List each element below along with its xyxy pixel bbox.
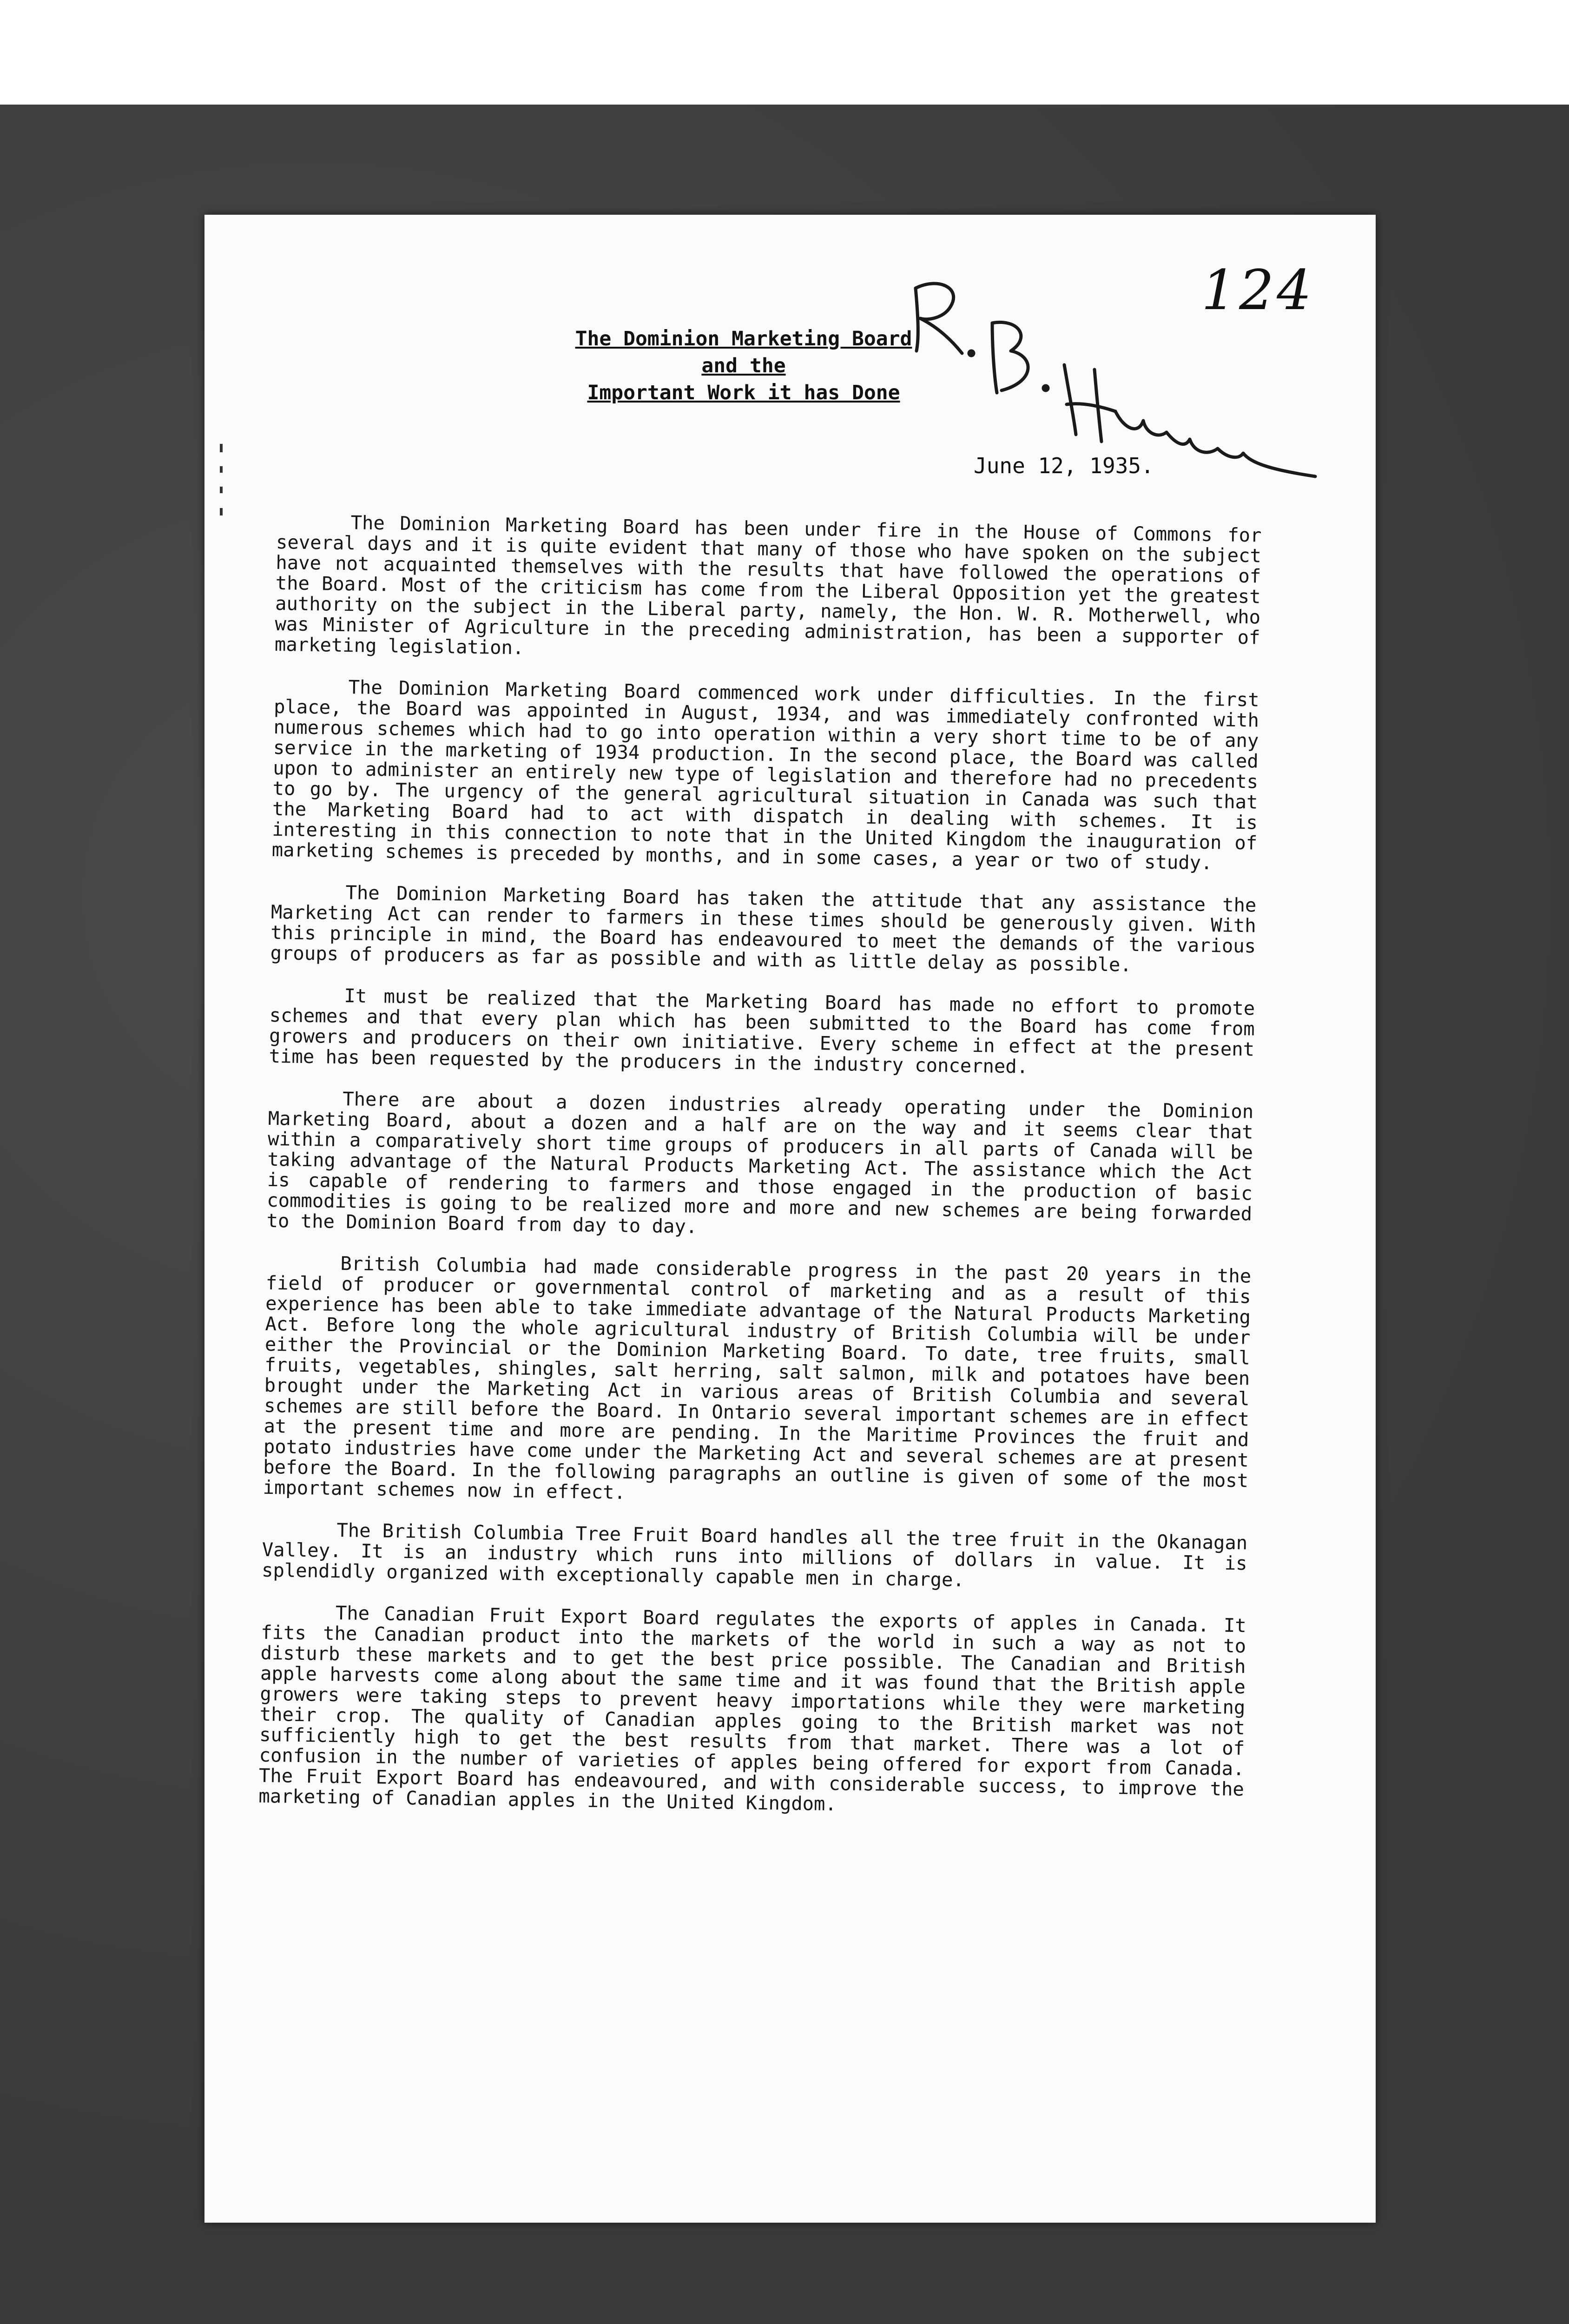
margin-punch-marks xyxy=(218,444,225,518)
paragraph: It must be realized that the Marketing Board has made no effort to promote schemes and that every plan which has been submitted to the Board has come from growers and producers on their own initiative. Every scheme in effect at the present time has been requested by the producers in the industry concerned. xyxy=(269,984,1255,1078)
paragraph: There are about a dozen industries already operating under the Dominion Marketing Board, about a dozen and a half are on the way and it seems clear that within a comparatively short time groups of producers in all parts of Canada will be taking advantage of the Natural Products Marketing Act. The assistance which the Act is capable of rendering to farmers and those engaged in the production of basic commodities is going to be realized more and more and new schemes are being forwarded to the Dominion Board from day to day. xyxy=(266,1088,1254,1238)
letter-body xyxy=(258,511,1261,1841)
paragraph: The Dominion Marketing Board has been under fire in the House of Commons for several days and it is quite evident that many of those who have spoken on the subject have not acquainted themselves with the results that have followed the operations of the Board. Most of the criticism has come from the Liberal Opposition yet the greatest authority on the subject in the Liberal party, namely, the Hon. W. R. Motherwell, who was Minister of Agriculture in the preceding administration, has been a supporter of marketing legislation. xyxy=(274,511,1262,659)
title-line-1: The Dominion Marketing Board xyxy=(575,327,912,350)
handwritten-page-number: 124 xyxy=(1201,258,1315,322)
paragraph: The Canadian Fruit Export Board regulates the exports of apples in Canada. It fits the Canadian product into the markets of the world in such a way as not to disturb these markets and to get the best price possible. The Canadian and British apple harvests come along about the same time and it was found that the British apple growers were taking steps to prevent heavy importations while they were marketing their crop. The quality of Canadian apples going to the British market was not sufficiently high to get the best results from that market. There was a lot of confusion in the number of varieties of apples being offered for export from Canada. The Fruit Export Board has endeavoured, and with considerable success, to improve the marketing of Canadian apples in the United Kingdom. xyxy=(258,1602,1247,1816)
paragraph: British Columbia had made considerable progress in the past 20 years in the field of producer or governmental control of marketing and as a result of this experience has been able to take immediate advantage of the Natural Products Marketing Act. Before long the whole agricultural industry of British Columbia will be under either the Provincial or the Dominion Marketing Board. To date, tree fruits, small fruits, vegetables, shingles, salt herring, salt salmon, milk and potatoes have been brought under the Marketing Act in various areas of British Columbia and several schemes are still before the Board. In Ontario several important schemes are in effect at the present time and more are pending. In the Maritime Provinces the fruit and potato industries have come under the Marketing Act and several schemes are at present before the Board. In the following paragraphs an outline is given of some of the most important schemes now in effect. xyxy=(263,1252,1252,1504)
title-line-3: Important Work it has Done xyxy=(587,381,900,404)
paragraph: The Dominion Marketing Board commenced work under difficulties. In the first place, the Board was appointed in August, 1934, and was immediately confronted with numerous schemes which had to go into operation within a very short time to be of any service in the marketing of 1934 production. In the second place, the Board was called upon to administer an entirely new type of legislation and therefore had no precedents to go by. The urgency of the general agricultural situation in Canada was such that the Marketing Board had to act with dispatch in dealing with schemes. It is interesting in this connection to note that in the United Kingdom the inauguration of marketing schemes is preceded by months, and in some cases, a year or two of study. xyxy=(271,676,1259,874)
document-date: June 12, 1935. xyxy=(974,453,1154,478)
paragraph: The British Columbia Tree Fruit Board handles all the tree fruit in the Okanagan Valley. It is an industry which runs into millions of dollars in value. It is splendidly organized with exceptionally capable men in charge. xyxy=(261,1519,1248,1591)
title-line-2: and the xyxy=(701,354,786,377)
paragraph: The Dominion Marketing Board has taken the attitude that any assistance the Marketing Act can render to farmers in these times should be generously given. With this principle in mind, the Board has endeavoured to meet the demands of the various groups of producers as far as possible and with as little delay as possible. xyxy=(270,881,1257,976)
document-title xyxy=(511,325,976,406)
